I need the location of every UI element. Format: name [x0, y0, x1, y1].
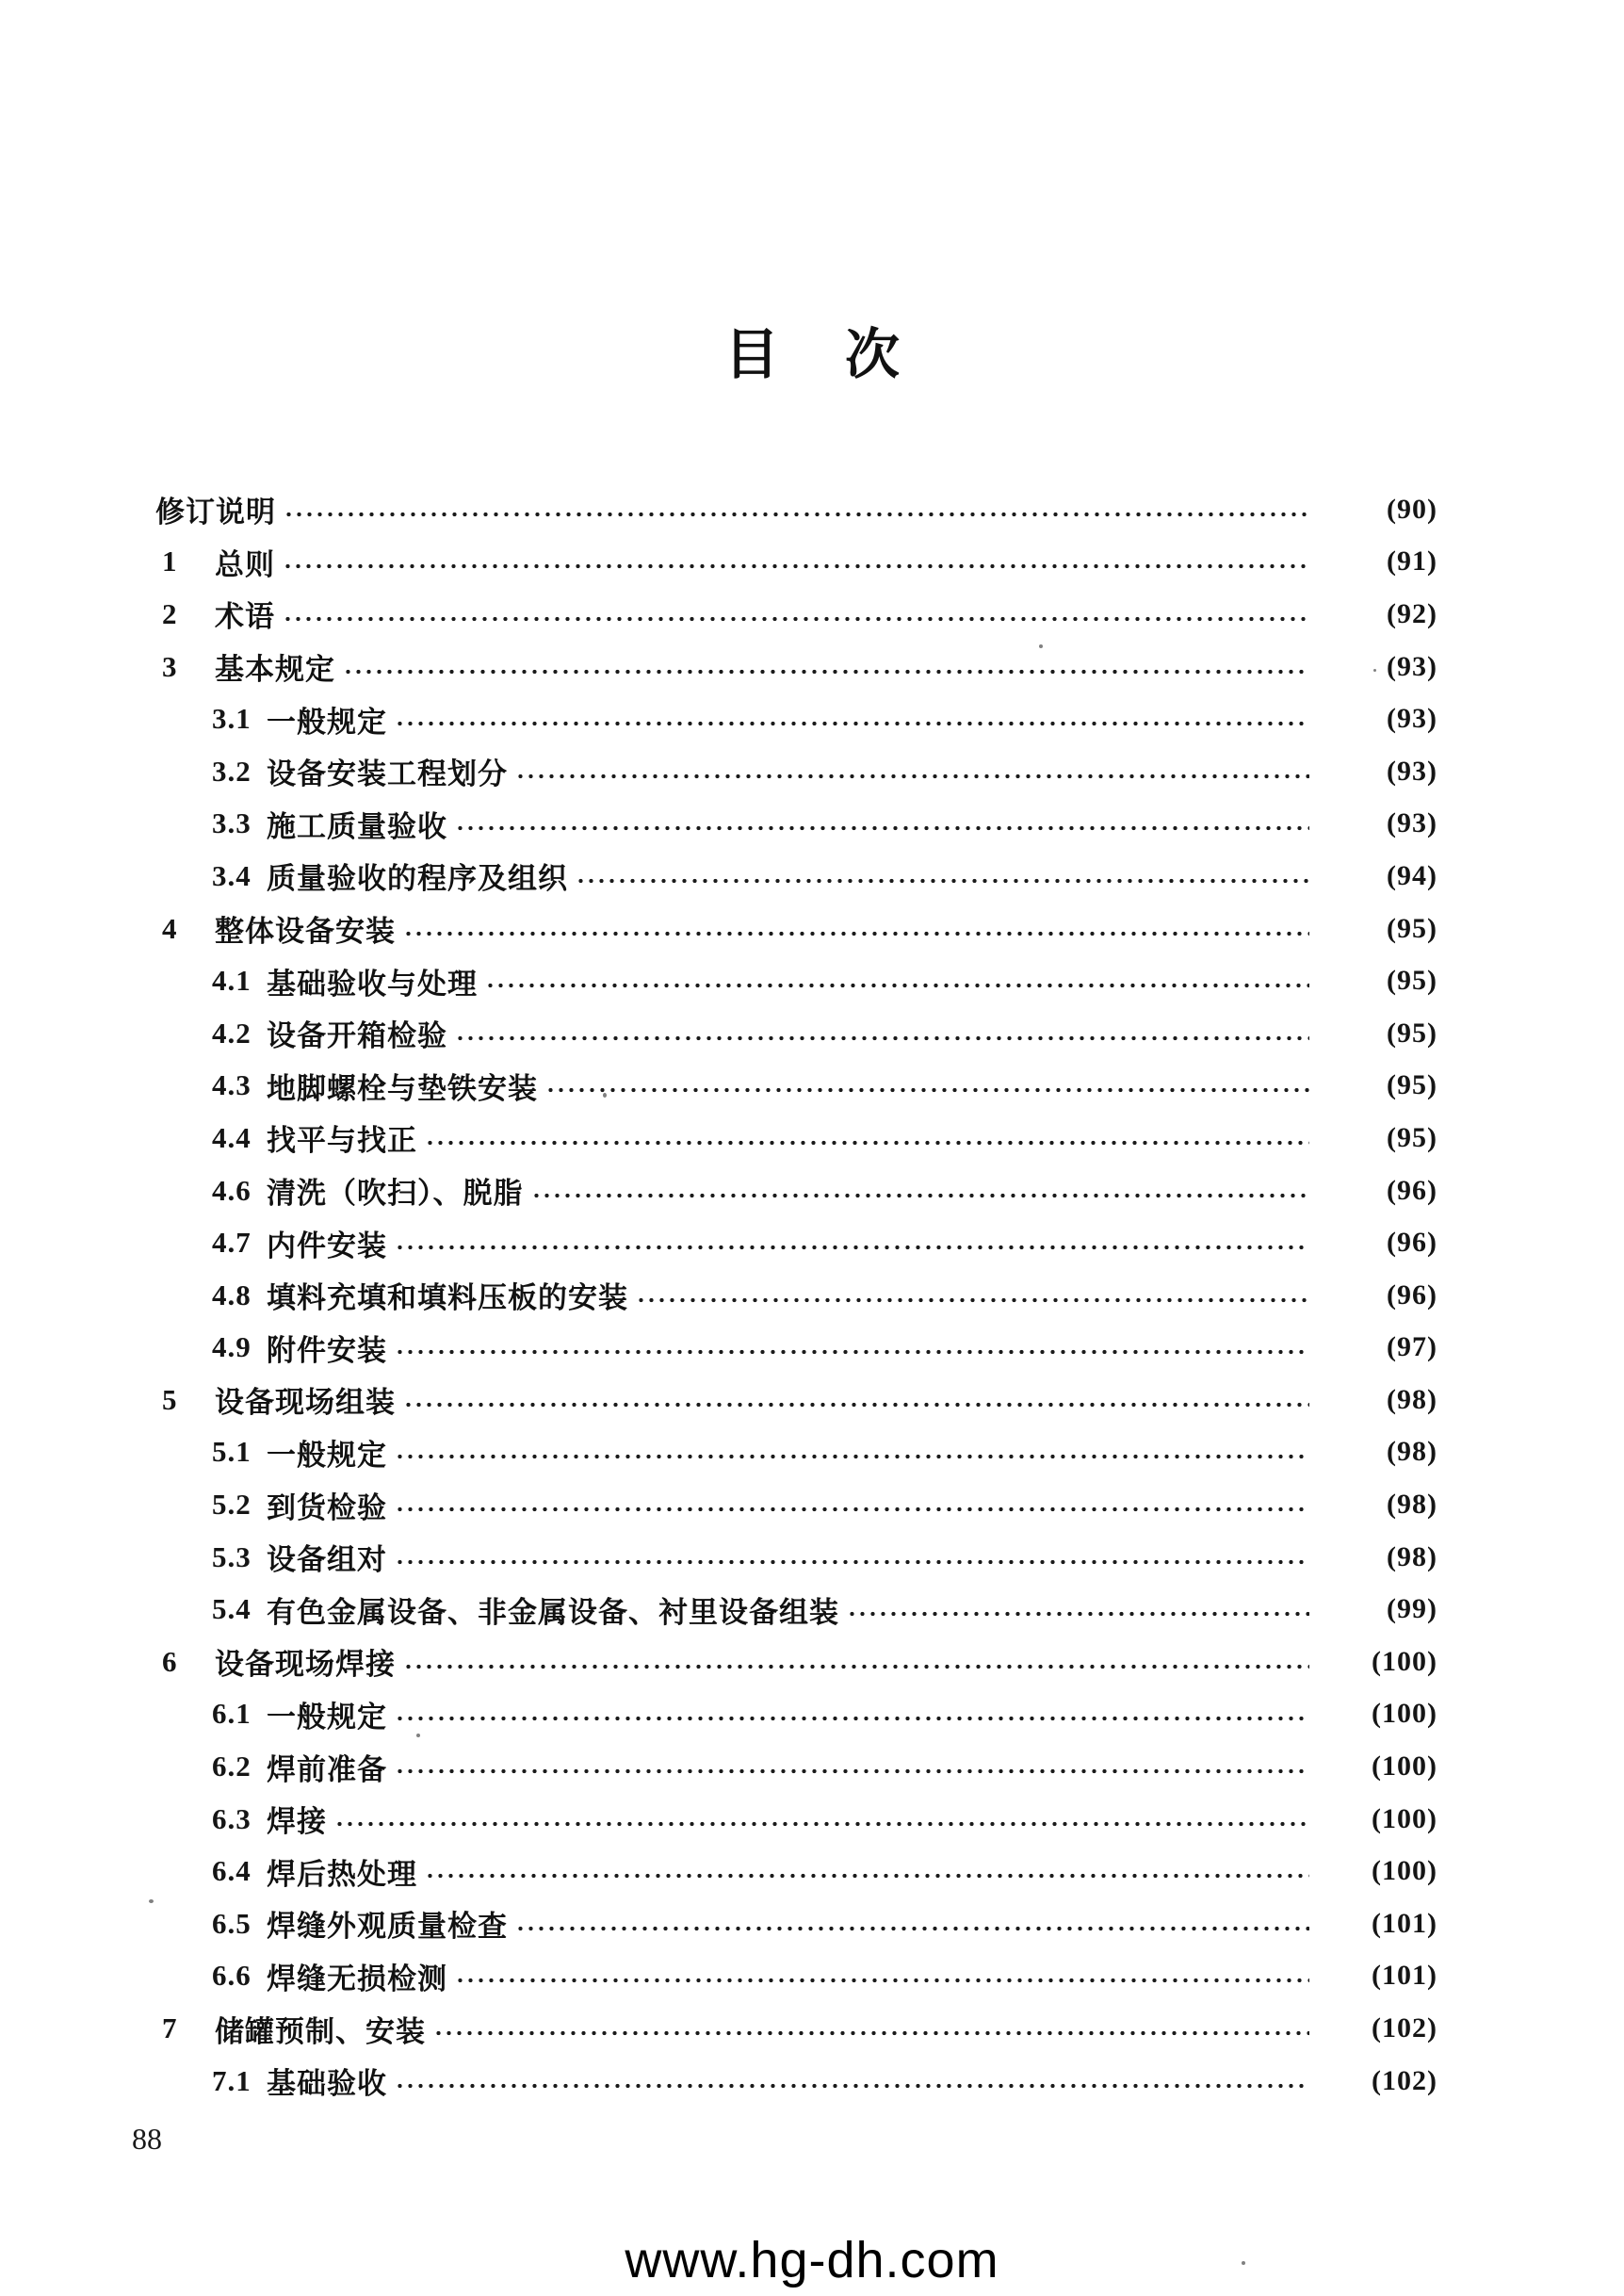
dotted-leader	[395, 1216, 1309, 1269]
toc-entry-number: 4.2	[212, 1016, 252, 1050]
toc-entry-number: 1	[162, 545, 178, 578]
toc-entry-title: 设备安装工程划分	[267, 757, 508, 791]
toc-entry-page: (98)	[1387, 1489, 1437, 1521]
toc-entry-page: (96)	[1387, 1227, 1437, 1259]
toc-entry-page: (95)	[1387, 965, 1437, 997]
toc-entry	[155, 1269, 1437, 1322]
dotted-leader	[531, 1164, 1310, 1217]
toc-entry	[155, 1897, 1437, 1950]
toc-entry-page: (102)	[1372, 2012, 1437, 2044]
toc-entry-title: 一般规定	[267, 705, 387, 739]
toc-entry	[155, 1060, 1437, 1113]
dotted-leader	[455, 1950, 1309, 2003]
toc-entry-title: 焊前准备	[267, 1752, 387, 1786]
toc-entry-page: (98)	[1387, 1436, 1437, 1468]
toc-entry-title: 设备现场焊接	[215, 1648, 396, 1682]
toc-entry-number: 7.1	[212, 2063, 252, 2097]
toc-entry	[155, 903, 1437, 955]
toc-entry-page: (99)	[1387, 1593, 1437, 1625]
toc-entry-title: 修订说明	[155, 496, 276, 529]
toc-entry-page: (100)	[1372, 1698, 1437, 1730]
toc-entry-title: 有色金属设备、非金属设备、衬里设备组装	[267, 1595, 839, 1629]
toc-entry-title: 清洗（吹扫）、脱脂	[267, 1177, 524, 1211]
toc-entry	[155, 2002, 1437, 2055]
dotted-leader	[485, 954, 1309, 1007]
toc-entry-title: 填料充填和填料压板的安装	[267, 1281, 628, 1315]
toc-entry-number: 4.3	[212, 1068, 252, 1102]
toc-entry-page: (95)	[1387, 1017, 1437, 1049]
toc-entry	[155, 1216, 1437, 1269]
toc-entry	[155, 1688, 1437, 1741]
toc-entry	[155, 641, 1437, 693]
toc-entry	[155, 1374, 1437, 1426]
dotted-leader	[395, 1531, 1309, 1584]
toc-entry-number: 3.4	[212, 858, 252, 892]
toc-entry-title: 基础验收与处理	[267, 967, 478, 1001]
toc-entry-title: 焊缝无损检测	[267, 1962, 447, 1995]
dotted-leader	[403, 1374, 1309, 1426]
toc-entry-page: (91)	[1387, 546, 1437, 578]
toc-entry-number: 4.6	[212, 1173, 252, 1207]
folio-page-number: 88	[132, 2122, 162, 2156]
toc-entry-title: 到货检验	[267, 1490, 387, 1524]
toc-entry-title: 一般规定	[267, 1438, 387, 1472]
scan-speck	[1039, 644, 1043, 648]
toc-entry-number: 3.3	[212, 806, 252, 840]
dotted-leader	[847, 1583, 1309, 1636]
toc-entry-number: 4.9	[212, 1330, 252, 1364]
dotted-leader	[545, 1060, 1309, 1113]
toc-entry-number: 4.7	[212, 1226, 252, 1260]
toc-entry-number: 4	[162, 911, 178, 945]
toc-entry	[155, 954, 1437, 1007]
toc-list	[155, 483, 1437, 2107]
toc-entry-page: (93)	[1387, 807, 1437, 839]
toc-entry-page: (97)	[1387, 1331, 1437, 1363]
toc-entry	[155, 1531, 1437, 1584]
dotted-leader	[403, 1636, 1309, 1688]
toc-entry-title: 施工质量验收	[267, 809, 447, 843]
toc-entry-title: 储罐预制、安装	[215, 2014, 426, 2048]
page-title-char-2: 次	[845, 324, 901, 385]
toc-entry-page: (100)	[1372, 1750, 1437, 1783]
toc-entry-page: (93)	[1387, 650, 1437, 682]
toc-entry-title: 基本规定	[215, 653, 335, 687]
toc-entry-title: 附件安装	[267, 1333, 387, 1367]
dotted-leader	[455, 1007, 1309, 1060]
toc-entry	[155, 483, 1437, 536]
dotted-leader	[576, 850, 1309, 903]
toc-entry-page: (96)	[1387, 1278, 1437, 1311]
toc-entry	[155, 1793, 1437, 1846]
toc-entry-number: 5.4	[212, 1592, 252, 1626]
watermark-text: www.hg-dh.com	[625, 2232, 999, 2288]
toc-entry-page: (98)	[1387, 1540, 1437, 1572]
toc-entry-number: 4.4	[212, 1120, 252, 1154]
toc-entry-page: (92)	[1387, 597, 1437, 629]
toc-entry-title: 设备组对	[267, 1543, 387, 1577]
toc-entry-title: 焊接	[267, 1805, 327, 1839]
dotted-leader	[403, 903, 1309, 955]
toc-entry-page: (95)	[1387, 1069, 1437, 1101]
toc-entry-title: 整体设备安装	[215, 915, 396, 949]
scan-speck	[1373, 669, 1376, 672]
toc-entry	[155, 1740, 1437, 1793]
toc-entry-page: (93)	[1387, 703, 1437, 735]
toc-entry	[155, 1322, 1437, 1375]
toc-entry-number: 6.5	[212, 1906, 252, 1940]
dotted-leader	[283, 588, 1309, 641]
scan-speck	[416, 1734, 420, 1737]
dotted-leader	[395, 1478, 1309, 1531]
toc-entry-page: (100)	[1372, 1802, 1437, 1834]
toc-entry-number: 2	[162, 596, 178, 630]
toc-entry-title: 焊缝外观质量检查	[267, 1910, 508, 1944]
dotted-leader	[433, 2002, 1309, 2055]
dotted-leader	[395, 2055, 1309, 2108]
toc-entry-title: 总则	[215, 547, 275, 581]
toc-entry	[155, 2055, 1437, 2108]
toc-entry-page: (95)	[1387, 1121, 1437, 1153]
toc-entry	[155, 1112, 1437, 1164]
toc-entry-number: 4.1	[212, 964, 252, 998]
toc-entry-title: 一般规定	[267, 1700, 387, 1734]
dotted-leader	[425, 1112, 1309, 1164]
toc-entry-page: (102)	[1372, 2064, 1437, 2096]
toc-entry-title: 质量验收的程序及组织	[267, 862, 568, 896]
toc-entry-title: 地脚螺栓与垫铁安装	[267, 1071, 538, 1105]
toc-entry	[155, 588, 1437, 641]
toc-entry-title: 基础验收	[267, 2067, 387, 2101]
toc-entry	[155, 850, 1437, 903]
dotted-leader	[515, 1897, 1309, 1950]
toc-entry-number: 6.4	[212, 1854, 252, 1888]
toc-entry-number: 5.3	[212, 1539, 252, 1573]
toc-entry-page: (94)	[1387, 859, 1437, 891]
toc-entry-number: 6	[162, 1644, 178, 1678]
toc-entry-number: 4.8	[212, 1278, 252, 1311]
scan-speck	[149, 1899, 154, 1903]
toc-entry-page: (100)	[1372, 1645, 1437, 1677]
toc-entry-number: 6.1	[212, 1697, 252, 1731]
toc-entry	[155, 1845, 1437, 1897]
toc-entry	[155, 1950, 1437, 2003]
toc-entry-title: 焊后热处理	[267, 1857, 417, 1891]
scan-speck	[1242, 2261, 1245, 2265]
toc-entry-number: 7	[162, 2011, 178, 2045]
dotted-leader	[515, 745, 1309, 798]
dotted-leader	[636, 1269, 1309, 1322]
toc-entry-title: 找平与找正	[267, 1124, 417, 1158]
toc-entry	[155, 1583, 1437, 1636]
dotted-leader	[395, 1740, 1309, 1793]
dotted-leader	[395, 1688, 1309, 1741]
toc-entry	[155, 536, 1437, 589]
toc-entry	[155, 692, 1437, 745]
dotted-leader	[455, 798, 1309, 851]
dotted-leader	[334, 1793, 1309, 1846]
toc-entry-title: 设备现场组装	[215, 1386, 396, 1420]
toc-entry-page: (101)	[1372, 1960, 1437, 1992]
toc-entry-number: 3.2	[212, 754, 252, 788]
toc-entry	[155, 798, 1437, 851]
toc-entry-number: 6.3	[212, 1801, 252, 1835]
toc-entry-number: 3.1	[212, 702, 252, 736]
toc-entry	[155, 1478, 1437, 1531]
dotted-leader	[283, 536, 1309, 589]
toc-entry-page: (93)	[1387, 755, 1437, 787]
dotted-leader	[395, 692, 1309, 745]
toc-entry-title: 内件安装	[267, 1229, 387, 1262]
toc-entry-title: 术语	[215, 600, 275, 634]
toc-entry-number: 5.2	[212, 1488, 252, 1522]
toc-entry-page: (96)	[1387, 1174, 1437, 1206]
toc-entry-number: 5	[162, 1382, 178, 1416]
toc-entry	[155, 1007, 1437, 1060]
page-title-char-1: 目	[723, 324, 779, 385]
page-title	[0, 324, 1624, 385]
toc-entry	[155, 1636, 1437, 1688]
dotted-leader	[284, 483, 1309, 536]
toc-entry-page: (90)	[1387, 493, 1437, 525]
toc-entry-number: 5.1	[212, 1435, 252, 1469]
toc-entry	[155, 1164, 1437, 1217]
toc-entry-page: (98)	[1387, 1383, 1437, 1415]
dotted-leader	[395, 1426, 1309, 1479]
dotted-leader	[343, 641, 1309, 693]
toc-entry-number: 3	[162, 649, 178, 683]
toc-entry-number: 6.2	[212, 1750, 252, 1783]
dotted-leader	[425, 1845, 1309, 1897]
toc-entry	[155, 1426, 1437, 1479]
toc-entry-page: (95)	[1387, 912, 1437, 944]
toc-entry-page: (101)	[1372, 1907, 1437, 1939]
toc-entry-page: (100)	[1372, 1855, 1437, 1887]
toc-entry-title: 设备开箱检验	[267, 1019, 447, 1053]
dotted-leader	[395, 1322, 1309, 1375]
toc-entry-number: 6.6	[212, 1959, 252, 1993]
toc-entry	[155, 745, 1437, 798]
scan-speck	[603, 1093, 607, 1098]
